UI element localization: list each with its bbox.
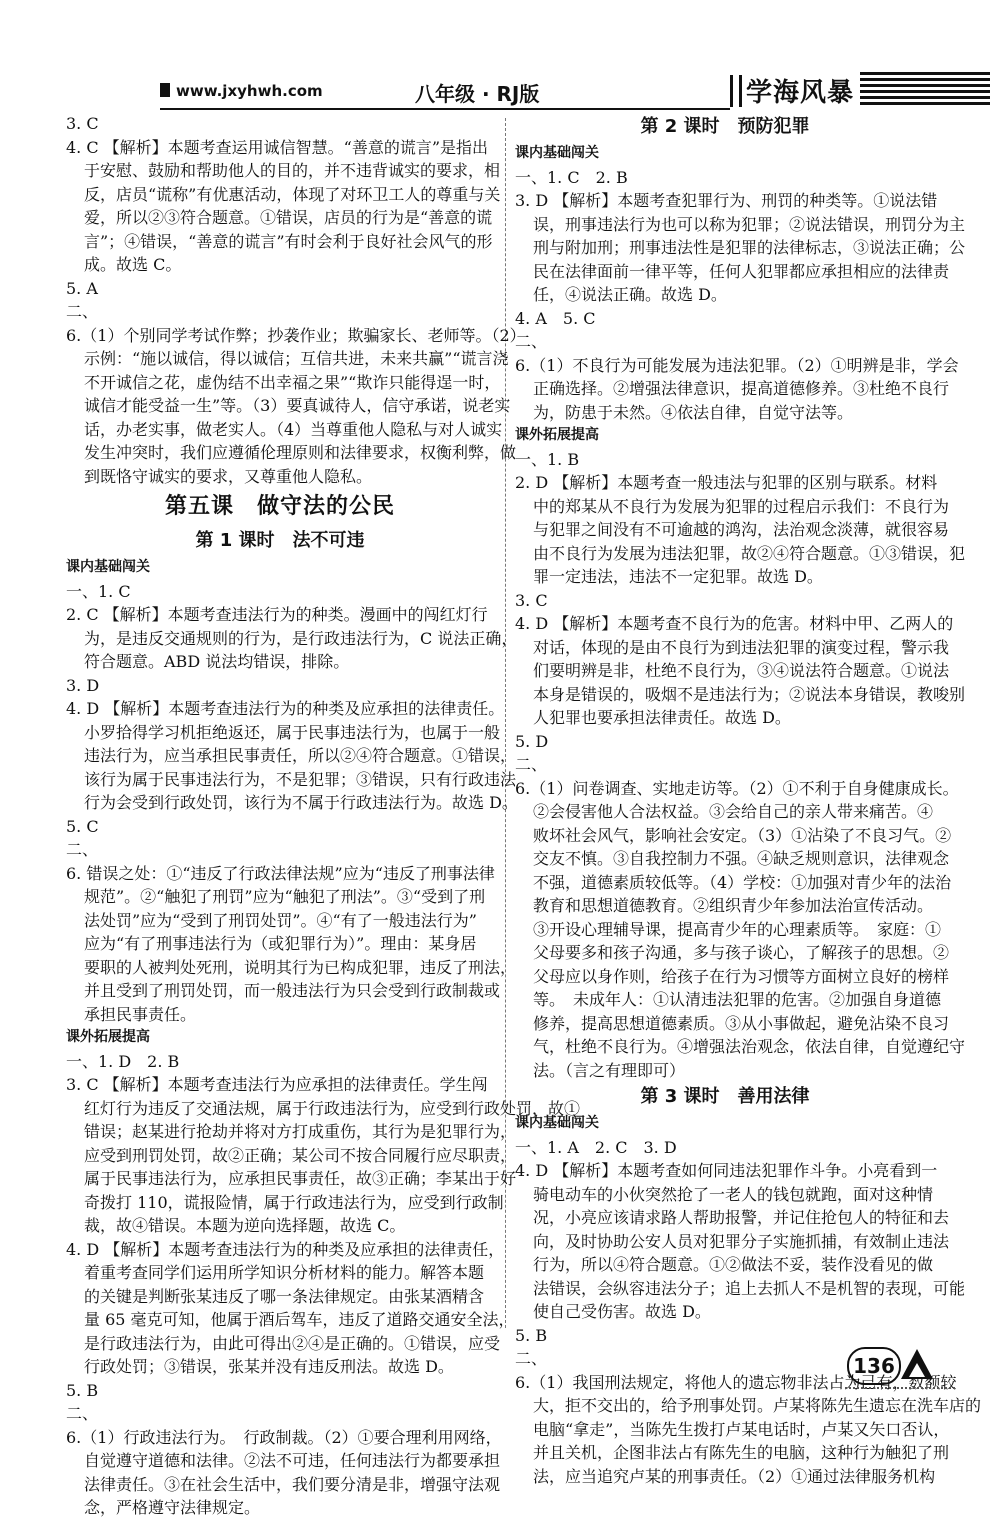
- text-line: 发生冲突时，我们应遵循伦理原则和法律要求，权衡利弊，做: [84, 443, 517, 462]
- text-line: 二、: [66, 302, 99, 321]
- text-line: 言”；④错误，“善意的谎言”有时会利于良好社会风气的形: [84, 231, 493, 251]
- text-line: 刑与附加刑；刑事违法性是犯罪的法律标志，③说法正确；公: [533, 238, 966, 257]
- text-line: 属于民事违法行为，应承担民事责任，故③正确；李某出于好: [84, 1169, 517, 1188]
- header-url: [160, 82, 323, 100]
- text-line: 们要明辨是非，杜绝不良行为，③④说法符合题意。①说法: [533, 661, 950, 680]
- text-line: 任，④说法正确。故选 D。: [533, 285, 727, 304]
- text-line: 二、: [515, 332, 548, 351]
- text-line: 是行政违法行为，由此可得出②④是正确的。①错误，应受: [84, 1333, 501, 1353]
- text-line: 的关键是判断张某违反了哪一条法律规定。由张某酒精含: [84, 1286, 485, 1306]
- text-line: 4. D 【解析】本题考查不良行为的危害。材料中甲、乙两人的: [515, 614, 954, 633]
- text-line: 一、1. A 2. C 3. D: [515, 1137, 677, 1157]
- brand-logo: [730, 72, 854, 109]
- text-line: 二、: [515, 755, 548, 774]
- text-line: 大，拒不交出的，给予刑事处罚。卢某将陈先生遗忘在洗车店的: [533, 1396, 982, 1415]
- text-line: 电脑“拿走”，当陈先生拨打卢某电话时，卢某又矢口否认，: [533, 1419, 950, 1439]
- text-line: 为，防患于未然。④依法自律，自觉守法等。: [533, 402, 854, 422]
- text-line: 法。（言之有理即可）: [533, 1060, 686, 1080]
- text-line: 3. D: [66, 675, 100, 695]
- section-label: 课内基础闯关: [515, 1115, 599, 1131]
- text-line: 一、1. C 2. B: [515, 167, 628, 187]
- text-line: 与犯罪之间没有不可逾越的鸿沟，法治观念淡薄，就很容易: [533, 520, 950, 539]
- text-line: 符合题意。ABD 说法均错误，排除。: [84, 652, 350, 671]
- period-title: 第 3 课时 善用法律: [640, 1086, 810, 1107]
- text-line: 6.（1）不良行为可能发展为违法犯罪。（2）①明辨是非，学会: [515, 355, 959, 375]
- text-line: 二、: [66, 1404, 99, 1423]
- header-stripes: [860, 72, 990, 106]
- text-line: 为，是违反交通规则的行为，是行政违法行为，C 说法正确，: [84, 628, 518, 648]
- text-line: 6.（1）问卷调查、实地走访等。（2）①不利于自身健康成长。: [515, 778, 959, 798]
- text-line: 交友不慎。③自我控制力不强。④缺乏规则意识，法律观念: [533, 849, 950, 868]
- header-rule: [160, 108, 730, 110]
- text-line: 气，杜绝不良行为。④增强法治观念，依法自律，自觉遵纪守: [533, 1037, 966, 1056]
- text-line: 4. A 5. C: [515, 308, 596, 328]
- text-line: 于安慰、鼓励和帮助他人的目的，并不违背诚实的要求，相: [84, 161, 501, 180]
- text-line: 使自己受伤害。故选 D。: [533, 1302, 711, 1321]
- text-line: 裁，故④错误。本题为逆向选择题，故选 C。: [84, 1216, 406, 1235]
- text-line: 父母要多和孩子沟通，多与孩子谈心，了解孩子的思想。②: [533, 943, 950, 962]
- text-line: 行为，所以④符合题意。①②做法不妥，装作没看见的做: [533, 1255, 934, 1274]
- text-line: 行政处罚；③错误，张某并没有违反刑法。故选 D。: [84, 1357, 454, 1376]
- brand-text: 学海风暴: [746, 78, 855, 108]
- lesson-title: 第五课 做守法的公民: [164, 494, 395, 519]
- text-line: 法错误，会纵容违法分子；追上去抓人不是机智的表现，可能: [533, 1278, 966, 1298]
- text-line: 等。 未成年人：①认清违法犯罪的危害。②加强自身道德: [533, 990, 942, 1009]
- text-line: 3. C: [66, 114, 99, 133]
- text-line: 6.（1）行政违法行为。 行政制裁。（2）①要合理利用网络，: [66, 1427, 502, 1447]
- text-line: ③开设心理辅导课，提高青少年的心理素质等。 家庭：①: [533, 919, 942, 939]
- text-line: 法，应当追究卢某的刑事责任。（2）①通过法律服务机构: [533, 1466, 936, 1486]
- text-line: 二、: [66, 840, 99, 859]
- text-line: 正确选择。②增强法律意识，提高道德修养。③杜绝不良行: [533, 379, 950, 398]
- text-line: 诚信才能受益一生”等。（3）要真诚待人，信守承诺，说老实: [84, 396, 511, 415]
- text-line: 反，店员“谎称”有优惠活动，体现了对环卫工人的尊重与关: [84, 184, 501, 204]
- text-line: 3. C: [515, 590, 548, 610]
- text-line: 5. A: [66, 278, 98, 298]
- text-line: 红灯行为违反了交通法规，属于行政违法行为，应受到行政处罚，故①: [84, 1098, 581, 1118]
- period-title: 第 2 课时 预防犯罪: [640, 116, 810, 137]
- text-line: 并且受到了刑罚处罚，而一般违法行为只会受到行政制裁或: [84, 981, 501, 1000]
- text-line: 对话，体现的是由不良行为到违法犯罪的演变过程，警示我: [533, 637, 950, 657]
- bars-icon: [730, 75, 742, 107]
- page-number-badge: [845, 1345, 965, 1405]
- text-line: 承担民事责任。: [84, 1004, 197, 1024]
- text-line: 4. D 【解析】本题考查违法行为的种类及应承担的法律责任。: [66, 699, 505, 718]
- text-line: 该行为属于民事违法行为，不是犯罪；③错误，只有行政违法: [84, 769, 517, 789]
- text-line: 不强，道德素质较低等。（4）学校：①加强对青少年的法治: [533, 872, 952, 892]
- text-line: 量 65 毫克可知，他属于酒后驾车，违反了道路交通安全法，: [84, 1310, 515, 1329]
- text-line: 念，严格遵守法律规定。: [84, 1498, 261, 1517]
- text-line: 中的郑某从不良行为发展为犯罪的过程启示我们：不良行为: [533, 496, 950, 516]
- text-line: 向，及时协助公安人员对犯罪分子实施抓捕，有效制止违法: [533, 1231, 950, 1251]
- text-line: 行为会受到行政处罚，该行为不属于行政违法行为。故选 D。: [84, 793, 518, 812]
- header-url-text: www.jxyhwh.com: [176, 82, 323, 100]
- text-line: 4. C 【解析】本题考查运用诚信智慧。“善意的谎言”是指出: [66, 137, 489, 157]
- text-line: 人犯罪也要承担法律责任。故选 D。: [533, 708, 791, 727]
- text-line: 父母应以身作则，给孩子在行为习惯等方面树立良好的榜样: [533, 966, 950, 986]
- text-line: 5. B: [66, 1380, 99, 1400]
- text-line: 规范”。②“触犯了刑罚”应为“触犯了刑法”。③“受到了刑: [84, 887, 486, 906]
- text-line: 2. D 【解析】本题考查一般违法与犯罪的区别与联系。材料: [515, 473, 938, 492]
- text-line: 罪一定违法，违法不一定犯罪。故选 D。: [533, 567, 823, 586]
- text-line: 3. C 【解析】本题考查违法行为应承担的法律责任。学生闯: [66, 1075, 488, 1094]
- text-line: 要职的人被判处死刑，说明其行为已构成犯罪，违反了刑法，: [84, 957, 517, 977]
- text-line: 3. D 【解析】本题考查犯罪行为、刑罚的种类等。①说法错: [515, 191, 938, 210]
- text-line: 4. D 【解析】本题考查违法行为的种类及应承担的法律责任，: [66, 1239, 505, 1259]
- text-line: 由不良行为发展为违法犯罪，故②④符合题意。①③错误，犯: [533, 543, 966, 563]
- text-line: 5. B: [515, 1325, 548, 1345]
- text-line: 应为“有了刑事违法行为（或犯罪行为）”。理由：某身居: [84, 934, 477, 953]
- right-column: [515, 112, 982, 1488]
- text-line: 示例：“施以诚信，得以诚信；互信共进，未来共赢”“谎言浇: [84, 349, 509, 368]
- text-line: 成。故选 C。: [84, 255, 182, 274]
- text-line: 二、: [515, 1349, 548, 1368]
- text-line: 骑电动车的小伙突然抢了一老人的钱包就跑，面对这种情: [533, 1184, 934, 1204]
- text-line: 误，刑事违法行为也可以称为犯罪；②说法错误，刑罚分为主: [533, 214, 966, 234]
- wave-decoration: [845, 1387, 955, 1397]
- page-number: 136: [847, 1347, 901, 1385]
- text-line: 爱，所以②③符合题意。①错误，店员的行为是“善意的谎: [84, 208, 493, 227]
- text-line: 法律责任。③在社会生活中，我们要分清是非，增强守法观: [84, 1474, 501, 1494]
- text-line: 教育和思想道德教育。②组织青少年参加法治宣传活动。: [533, 896, 934, 915]
- text-line: 况，小亮应该请求路人帮助报警，并记住抢包人的特征和去: [533, 1208, 950, 1227]
- section-label: 课内基础闯关: [66, 559, 150, 575]
- period-title: 第 1 课时 法不可违: [195, 530, 365, 551]
- header-grade: 八年级 · RJ版: [415, 82, 540, 106]
- section-label: 课内基础闯关: [515, 145, 599, 161]
- text-line: 法处罚”应为“受到了刑罚处罚”。④“有了一般违法行为”: [84, 910, 477, 930]
- text-line: 本身是错误的，吸烟不是违法行为；②说法本身错误，教唆别: [533, 684, 966, 704]
- section-label: 课外拓展提高: [66, 1029, 150, 1045]
- text-line: 自觉遵守道德和法律。②法不可违，任何违法行为都要承担: [84, 1451, 501, 1470]
- text-line: 4. D 【解析】本题考查如何同违法犯罪作斗争。小亮看到一: [515, 1161, 938, 1180]
- text-line: 6. 错误之处：①“违反了行政法律法规”应为“违反了刑事法律: [66, 863, 495, 883]
- text-line: ②会侵害他人合法权益。③会给自己的亲人带来痛苦。④: [533, 802, 934, 821]
- text-line: 修养，提高思想道德素质。③从小事做起，避免沾染不良习: [533, 1013, 950, 1033]
- text-line: 5. D: [515, 731, 549, 751]
- text-line: 5. C: [66, 816, 99, 836]
- text-line: 6.（1）个别同学考试作弊；抄袭作业；欺骗家长、老师等。（2）: [66, 325, 526, 345]
- text-line: 小罗拾得学习机拒绝返还，属于民事违法行为，也属于一般: [84, 722, 501, 742]
- text-line: 6.（1）我国刑法规定，将他人的遗忘物非法占为己有，数额较: [515, 1372, 957, 1392]
- text-line: 应受到刑罚处罚，故②正确；某公司不按合同履行应尽职责，: [84, 1145, 517, 1165]
- text-line: 话，办老实事，做老实人。（4）当尊重他人隐私与对人诚实: [84, 419, 503, 439]
- text-line: 一、1. C: [66, 581, 131, 601]
- text-line: 不开诚信之花，虚伪结不出幸福之果”“欺诈只能得逞一时，: [84, 372, 501, 392]
- text-line: 违法行为，应当承担民事责任，所以②④符合题意。①错误，: [84, 746, 517, 765]
- text-line: 到既恪守诚实的要求，又尊重他人隐私。: [84, 466, 373, 486]
- text-line: 错误；赵某进行抢劫并将对方打成重伤，其行为是犯罪行为，: [84, 1122, 517, 1141]
- text-line: 着重考查同学们运用所学知识分析材料的能力。解答本题: [84, 1263, 485, 1282]
- square-icon: [160, 83, 170, 97]
- section-label: 课外拓展提高: [515, 427, 599, 443]
- text-line: 奇拨打 110，谎报险情，属于行政违法行为，应受到行政制: [84, 1192, 504, 1212]
- triangle-icon-inner: [909, 1363, 925, 1377]
- text-line: 一、1. D 2. B: [66, 1051, 180, 1071]
- page-header: [160, 78, 990, 108]
- text-line: 并且关机，企图非法占有陈先生的电脑，这种行为触犯了刑: [533, 1443, 950, 1462]
- text-line: 一、1. B: [515, 449, 580, 469]
- text-line: 败坏社会风气，影响社会安定。（3）①沾染了不良习气。②: [533, 825, 952, 845]
- text-line: 2. C 【解析】本题考查违法行为的种类。漫画中的闯红灯行: [66, 605, 488, 624]
- text-line: 民在法律面前一律平等，任何人犯罪都应承担相应的法律责: [533, 261, 950, 281]
